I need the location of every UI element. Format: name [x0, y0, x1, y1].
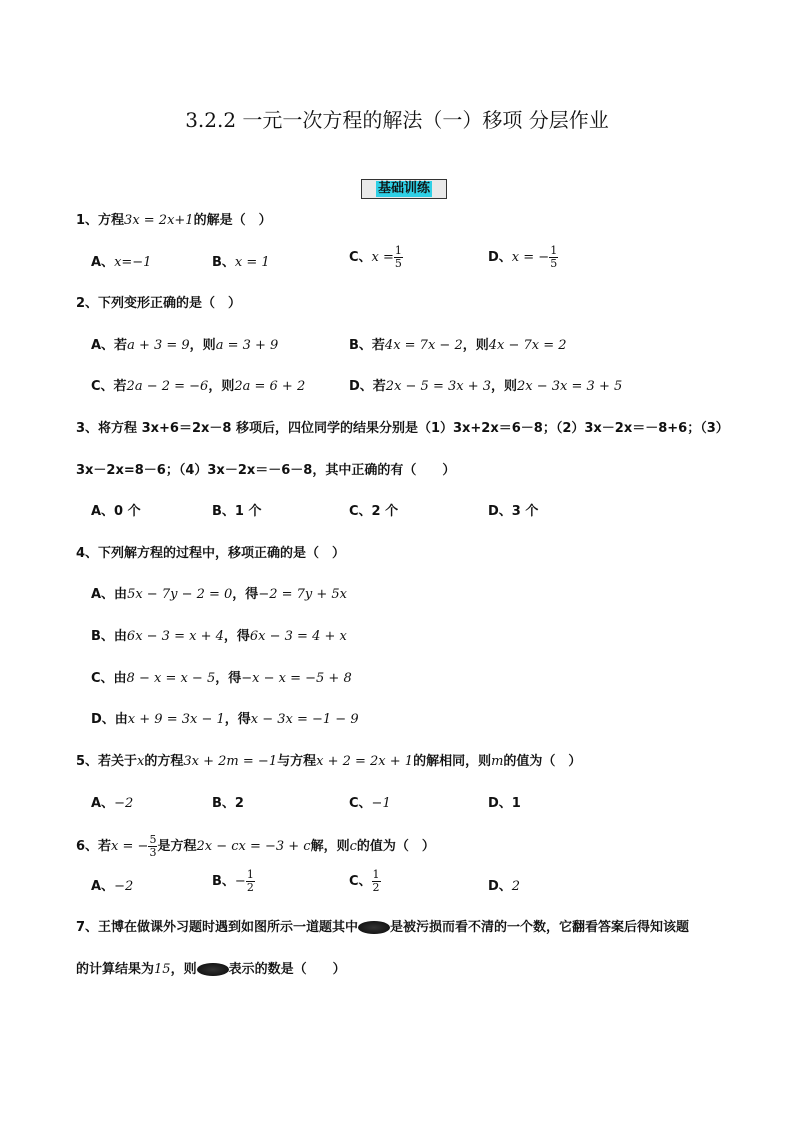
question-1-option-b: B、x = 1 [212, 255, 270, 270]
question-4-option-b: B、由6x − 3 = x + 4，得6x − 3 = 4 + x [91, 629, 347, 644]
question-5-stem: 5、若关于x的方程3x + 2m = −1与方程x + 2 = 2x + 1的解相同，则m的值为（ ） [76, 754, 582, 769]
question-2-stem: 2、下列变形正确的是（ ） [76, 296, 242, 311]
question-3-line-1: 3、将方程 3x+6＝2x－8 移项后，四位同学的结果分别是（1）3x+2x＝6－8；（2）3x－2x＝－8+6；（3） [76, 421, 729, 436]
question-1-option-a: A、x=−1 [91, 255, 152, 270]
question-3-option-c: C、2 个 [349, 504, 399, 519]
question-6-option-b: B、− $\frac{1}{2}$ [212, 868, 254, 894]
question-6-option-c: C、 $\frac{1}{2}$ [349, 868, 380, 894]
fraction: $\frac{1}{5}$ [394, 244, 402, 270]
question-2-option-b: B、若4x = 7x − 2，则4x − 7x = 2 [349, 338, 567, 353]
section-badge [361, 179, 447, 199]
question-6-option-a: A、−2 [91, 879, 134, 894]
fraction: $\frac{1}{2}$ [372, 868, 380, 894]
question-4-option-c: C、由8 − x = x − 5，得−x − x = −5 + 8 [91, 671, 352, 686]
question-5-option-b: B、2 [212, 796, 244, 811]
question-2-option-c: C、若2a − 2 = −6，则2a = 6 + 2 [91, 379, 306, 394]
page-title: 3.2.2 一元一次方程的解法（一）移项 分层作业 [185, 108, 609, 132]
ink-blot-icon [358, 921, 390, 934]
question-1-equation: 3x = 2x+1 [124, 213, 194, 228]
question-6-option-d: D、2 [488, 879, 521, 894]
fraction: $\frac{1}{5}$ [550, 244, 558, 270]
question-7-line-1: 7、王博在做课外习题时遇到如图所示一道题其中 是被污损而看不清的一个数，它翻看答案后得知该题 [76, 920, 690, 935]
fraction: $\frac{1}{2}$ [246, 868, 254, 894]
question-1-option-d: D、x = − $\frac{1}{5}$ [488, 244, 558, 270]
question-5-option-c: C、−1 [349, 796, 391, 811]
question-5-option-d: D、1 [488, 796, 521, 811]
question-1-stem: 1、方程3x = 2x+1的解是（ ） [76, 213, 272, 228]
question-3-option-a: A、0 个 [91, 504, 141, 519]
question-3-option-d: D、3 个 [488, 504, 539, 519]
question-1-option-c: C、x = $\frac{1}{5}$ [349, 244, 402, 270]
question-3-line-2: 3x－2x=8－6；（4）3x－2x＝－6－8，其中正确的有（ ） [76, 463, 456, 478]
ink-blot-icon [197, 963, 229, 976]
question-6-stem: 6、若x = − $\frac{5}{3}$ 是方程2x − cx = −3 + c解，则c的值为（ ） [76, 833, 435, 859]
question-2-option-a: A、若a + 3 = 9，则a = 3 + 9 [91, 338, 279, 353]
question-5-option-a: A、−2 [91, 796, 134, 811]
question-4-option-d: D、由x + 9 = 3x − 1，得x − 3x = −1 − 9 [91, 712, 359, 727]
section-badge-label: 基础训练 [377, 181, 430, 196]
question-7-line-2: 的计算结果为15，则 表示的数是（ ） [76, 962, 346, 977]
fraction: $\frac{5}{3}$ [149, 833, 157, 859]
question-4-option-a: A、由5x − 7y − 2 = 0，得−2 = 7y + 5x [91, 587, 348, 602]
question-4-stem: 4、下列解方程的过程中，移项正确的是（ ） [76, 546, 346, 561]
question-3-option-b: B、1 个 [212, 504, 262, 519]
question-2-option-d: D、若2x − 5 = 3x + 3，则2x − 3x = 3 + 5 [349, 379, 623, 394]
